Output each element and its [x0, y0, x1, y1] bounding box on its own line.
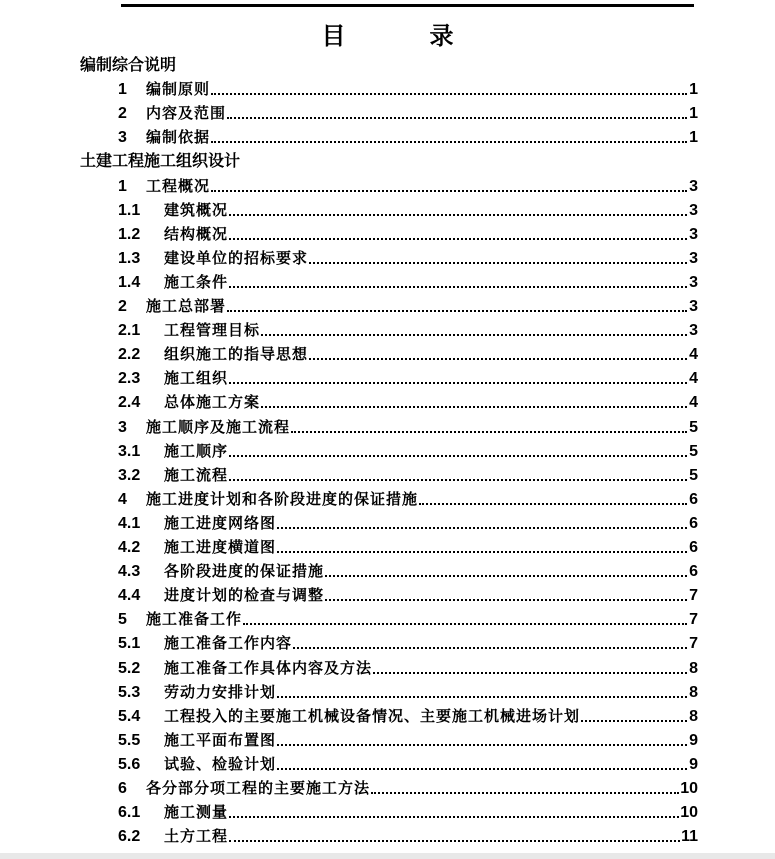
toc-entry-page-number: 7 — [689, 611, 698, 629]
toc-entry[interactable] — [118, 704, 698, 728]
toc-entry-label: 各分部分项工程的主要施工方法 — [146, 779, 371, 797]
toc-dot-leader — [373, 672, 687, 674]
toc-entry-page-number: 10 — [680, 804, 698, 822]
toc-entry[interactable] — [118, 390, 698, 414]
toc-entry[interactable] — [118, 342, 698, 366]
toc-dot-leader — [229, 840, 680, 842]
toc-entry-page-number: 5 — [689, 466, 698, 484]
toc-entry-number: 4 — [118, 490, 127, 508]
toc-dot-leader — [261, 406, 687, 408]
toc-dot-leader — [277, 527, 687, 529]
toc-entry-number: 5.3 — [118, 683, 141, 701]
toc-entry-number: 1.4 — [118, 273, 141, 291]
toc-entry-page-number: 8 — [689, 707, 698, 725]
toc-entry-page-number: 6 — [689, 539, 698, 556]
toc-entry-label: 劳动力安排计划 — [164, 682, 277, 701]
toc-entry[interactable] — [118, 535, 698, 559]
toc-entry[interactable] — [118, 583, 698, 607]
toc-entry[interactable] — [118, 439, 698, 463]
top-rule — [121, 4, 694, 7]
toc-entry-label: 施工流程 — [164, 465, 229, 484]
toc-entry[interactable] — [118, 824, 698, 848]
toc-entry-number: 2.4 — [118, 394, 141, 412]
toc-entry-number: 1.1 — [118, 201, 141, 219]
bottom-rule — [0, 853, 775, 859]
toc-entry-page-number: 5 — [689, 418, 698, 436]
toc-dot-leader — [277, 551, 687, 553]
toc-entry-label: 土方工程 — [164, 827, 229, 846]
toc-dot-leader — [261, 334, 687, 336]
toc-entry-number: 1 — [118, 81, 127, 99]
toc-dot-leader — [211, 93, 687, 95]
toc-entry-number: 5.6 — [118, 755, 141, 773]
toc-entry-label: 进度计划的检查与调整 — [164, 586, 325, 605]
toc-entry[interactable] — [118, 463, 698, 487]
toc-entry-number: 6 — [118, 780, 127, 797]
toc-entry-label: 施工顺序及施工流程 — [146, 417, 291, 436]
toc-entry[interactable] — [118, 270, 698, 294]
toc-entry[interactable] — [118, 366, 698, 390]
toc-dot-leader — [211, 190, 687, 192]
toc-entry-number: 5.1 — [118, 635, 141, 653]
toc-entry-number: 4.2 — [118, 539, 141, 556]
toc-entry[interactable] — [118, 800, 698, 824]
toc-entry[interactable] — [118, 125, 698, 149]
toc-dot-leader — [581, 720, 687, 722]
toc-entry[interactable] — [118, 174, 698, 198]
toc-entry-number: 1.2 — [118, 225, 141, 243]
toc-entry[interactable] — [118, 487, 698, 511]
toc-entry-page-number: 6 — [689, 490, 698, 508]
toc-dot-leader — [243, 623, 687, 625]
toc-entry-page-number: 1 — [689, 129, 698, 147]
toc-entry-number: 4.1 — [118, 514, 141, 532]
toc-entry[interactable] — [118, 631, 698, 655]
toc-entry-page-number: 3 — [689, 298, 698, 315]
toc-dot-leader — [419, 503, 687, 505]
toc-entry-page-number: 4 — [689, 394, 698, 412]
toc-entry[interactable] — [118, 246, 698, 270]
toc-entry-number: 1.3 — [118, 249, 141, 267]
toc-entry[interactable] — [118, 752, 698, 776]
toc-entry-page-number: 3 — [689, 273, 698, 291]
toc-entry-label: 施工进度横道图 — [164, 538, 277, 556]
toc-entry-page-number: 1 — [689, 81, 698, 99]
toc-entry-label: 总体施工方案 — [164, 393, 261, 412]
toc-entry-page-number: 1 — [689, 105, 698, 123]
toc-entry-label: 施工进度网络图 — [164, 513, 277, 532]
toc-entry[interactable] — [118, 318, 698, 342]
toc-entry-number: 1 — [118, 177, 127, 195]
toc-entry-page-number: 4 — [689, 346, 698, 364]
toc-entry-number: 3.2 — [118, 466, 141, 484]
toc-dot-leader — [325, 575, 687, 577]
toc-entry-label: 施工进度计划和各阶段进度的保证措施 — [146, 489, 419, 508]
toc-entry-label: 内容及范围 — [146, 104, 227, 123]
toc-dot-leader — [277, 744, 687, 746]
toc-entry-number: 6.1 — [118, 804, 141, 822]
toc-entry-label: 施工测量 — [164, 803, 229, 822]
toc-entry-number: 2 — [118, 298, 127, 315]
toc-entry[interactable] — [118, 77, 698, 101]
toc-entry-number: 3.1 — [118, 442, 141, 460]
toc-entry[interactable] — [118, 776, 698, 800]
toc-entry-label: 工程管理目标 — [164, 321, 261, 340]
toc-entry-number: 6.2 — [118, 828, 141, 846]
toc-entry-label: 施工准备工作具体内容及方法 — [164, 658, 373, 677]
toc-entry-label: 建筑概况 — [164, 200, 229, 219]
toc-dot-leader — [229, 286, 687, 288]
toc-dot-leader — [309, 262, 687, 264]
toc-entry-label: 编制依据 — [146, 128, 211, 147]
toc-entry[interactable] — [118, 728, 698, 752]
toc-entry-label: 各阶段进度的保证措施 — [164, 562, 325, 581]
toc-entry-page-number: 3 — [689, 201, 698, 219]
toc-entry-number: 5.5 — [118, 731, 141, 749]
toc-entry[interactable] — [118, 680, 698, 704]
toc-entry-page-number: 3 — [689, 177, 698, 195]
toc-entry-label: 建设单位的招标要求 — [164, 248, 309, 267]
toc-entry-page-number: 11 — [681, 828, 698, 846]
toc-entry[interactable] — [118, 607, 698, 631]
toc-dot-leader — [229, 816, 679, 818]
toc-entry-label: 施工条件 — [164, 272, 229, 291]
toc-entry-number: 2 — [118, 105, 127, 123]
toc-dot-leader — [229, 214, 687, 216]
toc-dot-leader — [229, 238, 687, 240]
toc-entry-page-number: 9 — [689, 755, 698, 773]
toc-entry-label: 施工顺序 — [164, 441, 229, 460]
toc-dot-leader — [277, 768, 687, 770]
toc-entry-number: 2.1 — [118, 322, 141, 340]
toc-entry[interactable] — [118, 198, 698, 222]
toc-dot-leader — [229, 455, 687, 457]
toc-dot-leader — [277, 696, 687, 698]
toc-entry-label: 施工准备工作 — [146, 610, 243, 629]
toc-entry[interactable] — [118, 101, 698, 125]
toc-dot-leader — [291, 431, 687, 433]
toc-entry-page-number: 7 — [689, 635, 698, 653]
toc-entry-page-number: 9 — [689, 731, 698, 749]
toc-entry[interactable] — [118, 511, 698, 535]
toc-entry-page-number: 3 — [689, 225, 698, 243]
toc-entry-number: 3 — [118, 129, 127, 147]
toc-entry-page-number: 3 — [689, 322, 698, 340]
toc-entry-number: 5.4 — [118, 707, 141, 725]
toc-entry-number: 4.4 — [118, 587, 141, 605]
toc-dot-leader — [309, 358, 687, 360]
toc-entry-number: 3 — [118, 418, 127, 436]
toc-entry-page-number: 6 — [689, 514, 698, 532]
toc-entry-label: 工程概况 — [146, 176, 211, 195]
toc-dot-leader — [229, 382, 687, 384]
toc-dot-leader — [325, 599, 687, 601]
toc-entry-label: 试验、检验计划 — [164, 754, 277, 773]
toc-dot-leader — [229, 479, 687, 481]
toc-entry[interactable] — [118, 656, 698, 680]
toc-entry-page-number: 8 — [689, 683, 698, 701]
toc-entry[interactable] — [118, 222, 698, 246]
toc-dot-leader — [211, 141, 687, 143]
toc-dot-leader — [227, 117, 687, 119]
toc-entry-number: 4.3 — [118, 563, 141, 581]
toc-entry-number: 5 — [118, 611, 127, 629]
toc-entry[interactable] — [118, 559, 698, 583]
toc-entry-number: 5.2 — [118, 659, 141, 677]
toc-entry-label: 施工平面布置图 — [164, 730, 277, 749]
toc-entry-label: 结构概况 — [164, 224, 229, 243]
toc-entry-page-number: 7 — [689, 587, 698, 605]
toc-section-heading: 编制综合说明 — [80, 55, 177, 74]
toc-entry-label: 编制原则 — [146, 80, 211, 99]
toc-entry[interactable] — [118, 415, 698, 439]
toc-entry-number: 2.2 — [118, 346, 141, 364]
toc-entry-label: 组织施工的指导思想 — [164, 345, 309, 364]
toc-entry-page-number: 6 — [689, 563, 698, 581]
toc-section-heading: 土建工程施工组织设计 — [80, 151, 241, 171]
toc-entry-label: 施工组织 — [164, 369, 229, 388]
toc-entry[interactable] — [118, 294, 698, 318]
toc-entry-page-number: 4 — [689, 370, 698, 388]
toc-entry-label: 施工总部署 — [146, 297, 227, 315]
toc-entry-number: 2.3 — [118, 370, 141, 388]
toc-entry-page-number: 5 — [689, 442, 698, 460]
toc-entry-page-number: 3 — [689, 249, 698, 267]
toc-dot-leader — [371, 792, 679, 794]
toc-entry-page-number: 10 — [680, 780, 698, 797]
toc-entry-label: 工程投入的主要施工机械设备情况、主要施工机械进场计划 — [164, 706, 581, 725]
toc-entry-label: 施工准备工作内容 — [164, 634, 293, 653]
toc-entry-page-number: 8 — [689, 659, 698, 677]
toc-dot-leader — [227, 310, 687, 312]
toc-dot-leader — [293, 647, 687, 649]
page-title: 目 录 — [321, 21, 484, 50]
